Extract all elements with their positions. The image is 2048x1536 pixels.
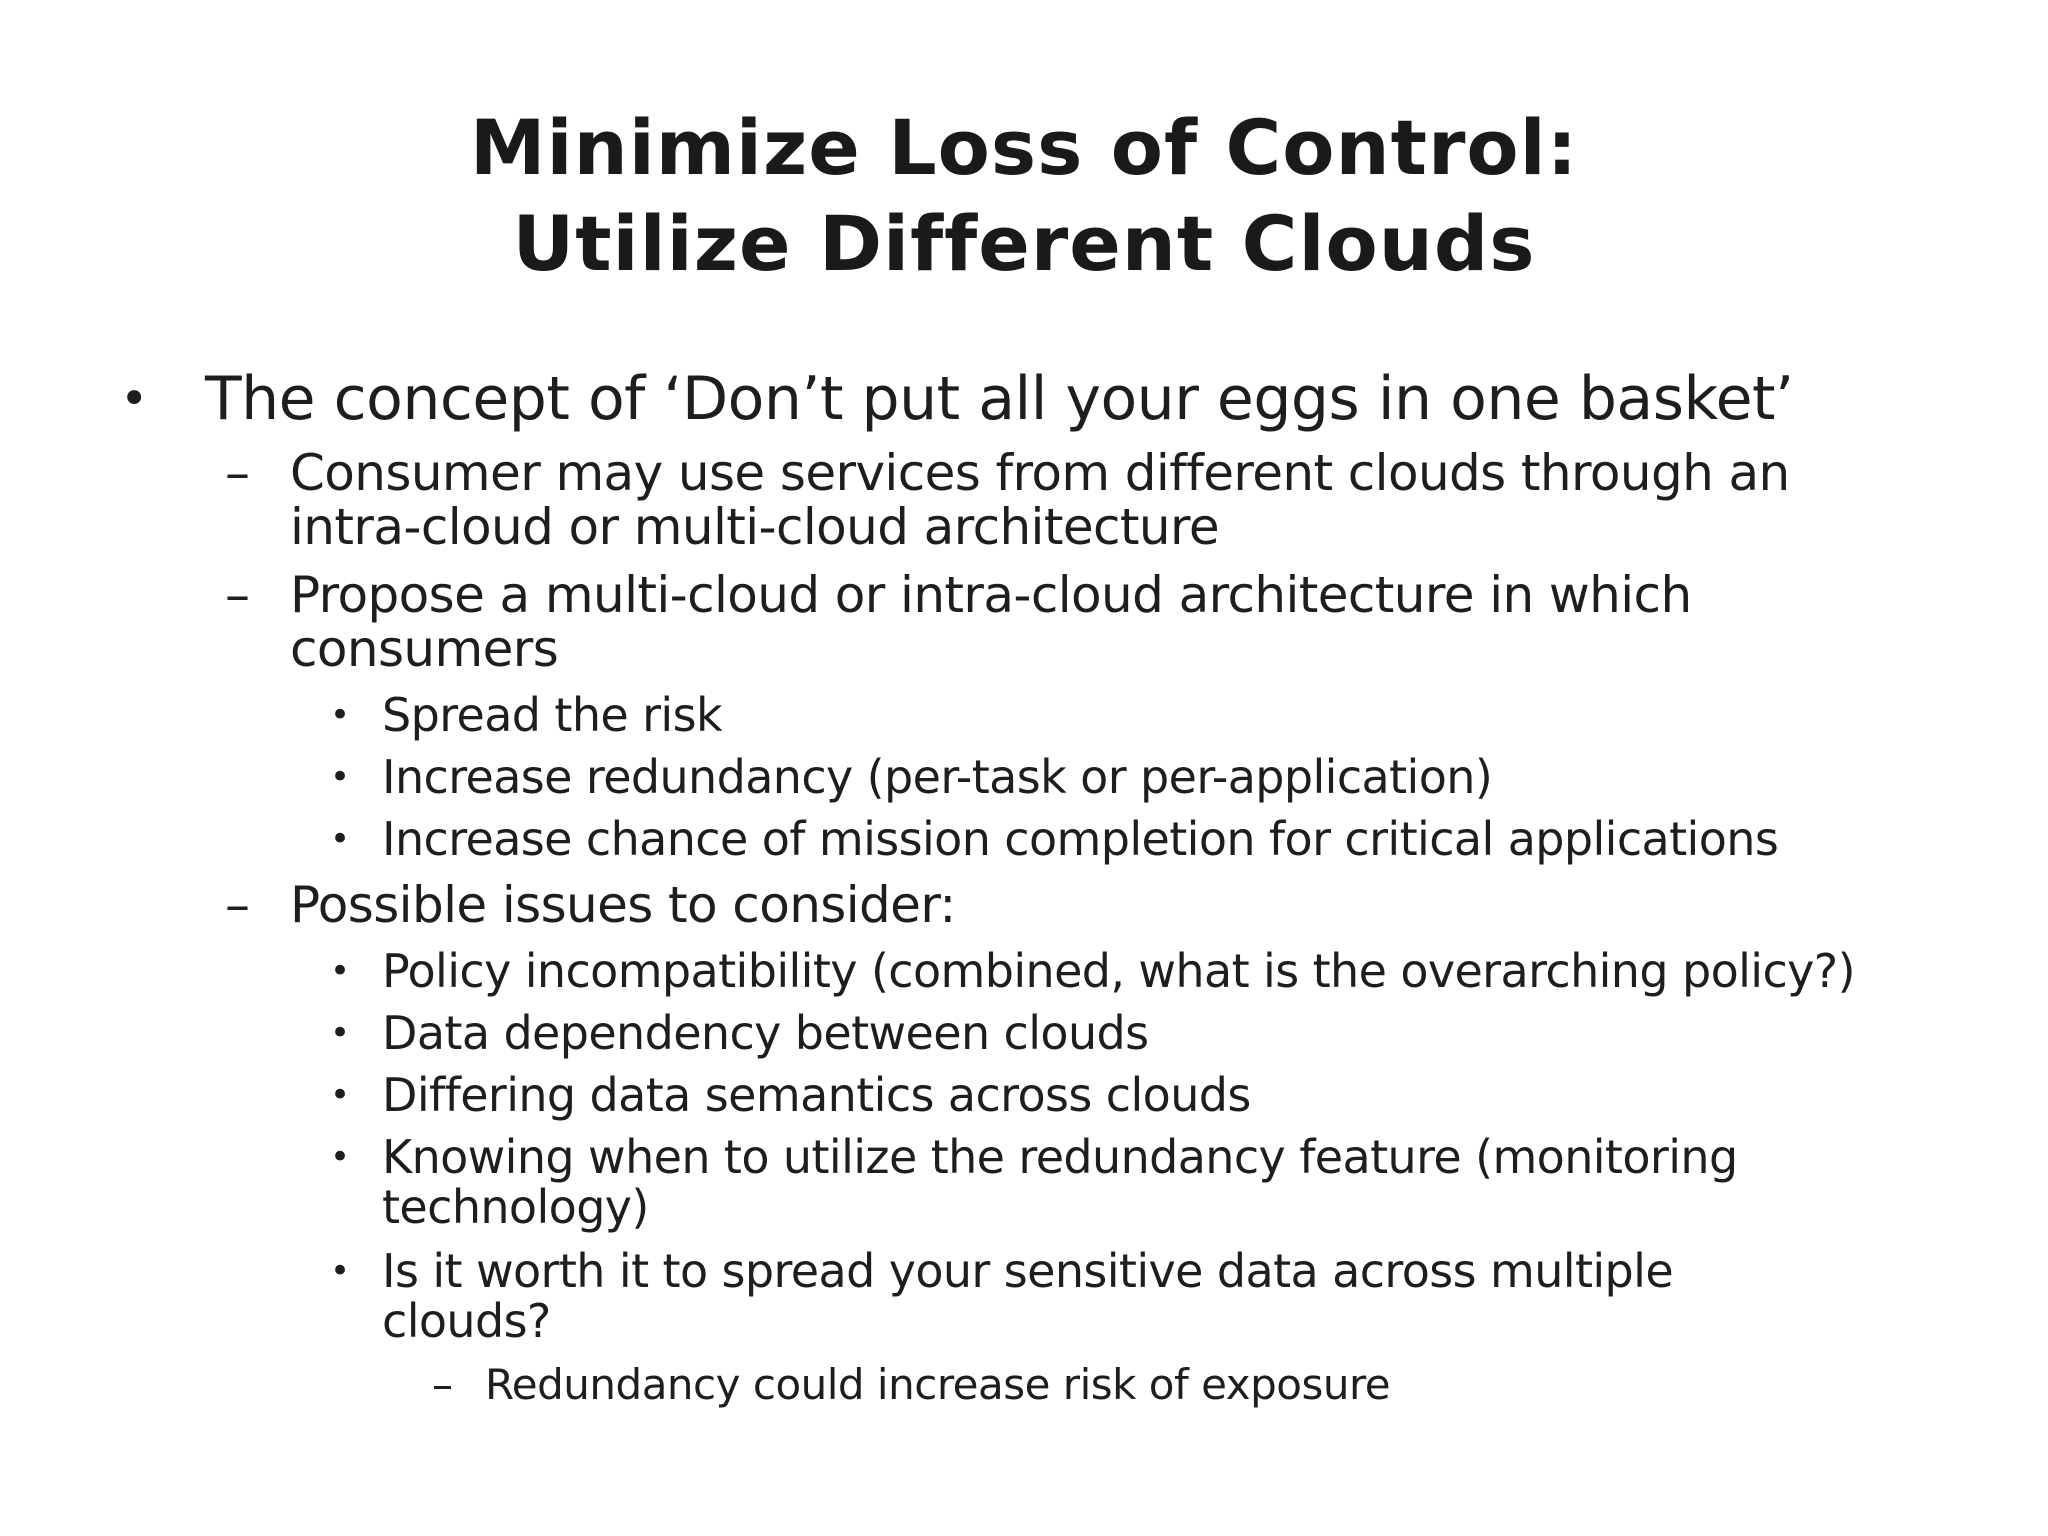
bullet-marker: • xyxy=(330,1137,351,1177)
bullet-marker: • xyxy=(330,1075,351,1115)
bullet-main-text: The concept of ‘Don’t put all your eggs in one basket’ xyxy=(205,364,1794,434)
bullet-marker: • xyxy=(330,1251,351,1291)
bullet-data-dependency-text: Data dependency between clouds xyxy=(382,1006,1149,1060)
bullet-worth-it-line-2: clouds? xyxy=(382,1294,551,1348)
bullet-marker: • xyxy=(330,951,351,991)
bullet-marker: • xyxy=(330,819,351,859)
bullet-knowing-when-line-2: technology) xyxy=(382,1180,649,1234)
subpoint-exposure-text: Redundancy could increase risk of exposure xyxy=(485,1360,1391,1409)
bullet-marker: • xyxy=(330,695,351,735)
subpoint-propose-line-2: consumers xyxy=(290,620,559,678)
subpoint-consumer-line-1: Consumer may use services from different clouds through an xyxy=(290,444,1790,502)
dash-marker: – xyxy=(432,1360,453,1409)
bullet-spread-risk-text: Spread the risk xyxy=(382,688,723,742)
slide-title xyxy=(0,100,2048,292)
subpoint-propose-line-1: Propose a multi-cloud or intra-cloud architecture in which xyxy=(290,566,1692,624)
slide-title-line-2: Utilize Different Clouds xyxy=(512,199,1536,288)
bullet-increase-redundancy-text: Increase redundancy (per-task or per-application) xyxy=(382,750,1493,804)
subpoint-consumer-line-2: intra-cloud or multi-cloud architecture xyxy=(290,498,1220,556)
bullet-marker: • xyxy=(330,757,351,797)
dash-marker: – xyxy=(225,876,250,934)
bullet-marker: • xyxy=(330,1013,351,1053)
bullet-knowing-when-line-1: Knowing when to utilize the redundancy feature (monitoring xyxy=(382,1130,1738,1184)
bullet-marker: • xyxy=(120,371,149,427)
dash-marker: – xyxy=(225,566,250,624)
dash-marker: – xyxy=(225,444,250,502)
bullet-policy-text: Policy incompatibility (combined, what is the overarching policy?) xyxy=(382,944,1855,998)
bullet-mission-completion-text: Increase chance of mission completion for critical applications xyxy=(382,812,1779,866)
bullet-worth-it-line-1: Is it worth it to spread your sensitive data across multiple xyxy=(382,1244,1674,1298)
bullet-data-semantics-text: Differing data semantics across clouds xyxy=(382,1068,1251,1122)
subpoint-issues-text: Possible issues to consider: xyxy=(290,876,956,934)
slide-title-line-1: Minimize Loss of Control: xyxy=(469,103,1579,192)
